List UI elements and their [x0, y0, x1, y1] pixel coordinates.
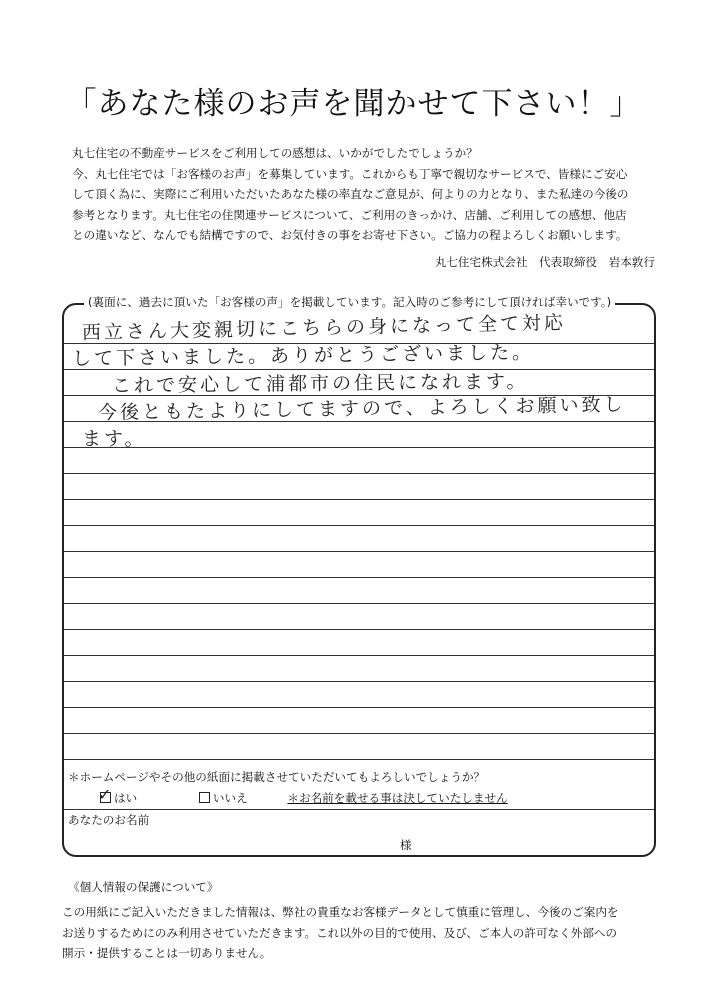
ruled-line	[64, 577, 654, 578]
option-yes-label: はい	[114, 791, 138, 805]
ruled-line	[64, 809, 654, 810]
handwritten-line: これで安心して浦都市の住民になれます。	[111, 370, 529, 397]
option-yes[interactable]	[98, 785, 138, 806]
intro-line: 今、丸七住宅では「お客様のお声」を募集しています。これからも丁寧で親切なサービスで、皆様にご安心	[72, 166, 628, 181]
ruled-line	[64, 499, 654, 500]
option-no[interactable]	[199, 790, 248, 806]
ruled-line	[64, 603, 654, 604]
intro-text	[72, 143, 672, 246]
option-no-label: いいえ	[212, 791, 248, 805]
privacy-title: 《個人情報の保護について》	[68, 880, 219, 894]
box-caption: (裏面に、過去に頂いた「お客様の声」を掲載しています。記入時のご参考にして頂ければ幸いです。)	[84, 294, 615, 310]
ruled-line	[64, 681, 654, 682]
intro-line: との違いなど、なんでも結構ですので、お気付きの事をお寄せ下さい。ご協力の程よろしくお願いします。	[72, 228, 628, 242]
ruled-line	[64, 525, 654, 526]
privacy-line: この用紙にご記入いただきました情報は、弊社の貴重なお客様データとして慎重に管理し、今後のご案内を	[62, 905, 619, 919]
intro-line: 参考となります。丸七住宅の住関連サービスについて、ご利用のきっかけ、店舗、ご利用しての感想、他店	[72, 207, 627, 222]
privacy-line: 開示・提供することは一切ありません。	[62, 946, 272, 960]
intro-line: 丸七住宅の不動産サービスをご利用しての感想は、いかがでしたでしょうか？	[72, 146, 478, 160]
page-title: 「あなた様のお声を聞かせて下さい！」	[65, 86, 642, 122]
ruled-line	[64, 629, 654, 630]
handwritten-line: 今後ともたよりにしてますので、よろしくお願い致し	[97, 393, 626, 424]
ruled-line	[64, 733, 654, 734]
name-suffix: 様	[400, 838, 412, 852]
ruled-line	[64, 473, 654, 474]
name-label: あなたのお名前	[68, 813, 150, 827]
privacy-line: お送りするためにのみ利用させていただきます。これ以外の目的で使用、及び、ご本人の許可なく外部への	[62, 925, 618, 940]
permission-question: ＊ホームページやその他の紙面に掲載させていただいてもよろしいでしょうか？	[68, 770, 486, 784]
ruled-line	[64, 447, 654, 448]
ruled-line	[64, 655, 654, 656]
permission-options	[98, 785, 508, 806]
handwritten-line: して下さいました。ありがとうございました。	[71, 341, 535, 370]
handwritten-line: 西立さん大変親切にこちらの身になって全て対応	[81, 311, 567, 344]
privacy-text	[62, 902, 682, 964]
name-policy-note: ＊お名前を載せる事は決していたしません	[287, 791, 508, 805]
signature: 丸七住宅株式会社 代表取締役 岩本敦行	[434, 255, 655, 269]
handwritten-line: ます。	[82, 428, 147, 450]
ruled-line	[64, 707, 654, 708]
yes-checkbox[interactable]	[98, 785, 112, 804]
intro-line: して頂く為に、実際にご利用いただいたあなた様の率直なご意見が、何よりの力となり、また私達の今後の	[72, 187, 629, 201]
check-icon: ✓	[98, 785, 112, 804]
ruled-line	[64, 551, 654, 552]
no-checkbox[interactable]	[199, 792, 210, 803]
ruled-line	[64, 759, 654, 760]
